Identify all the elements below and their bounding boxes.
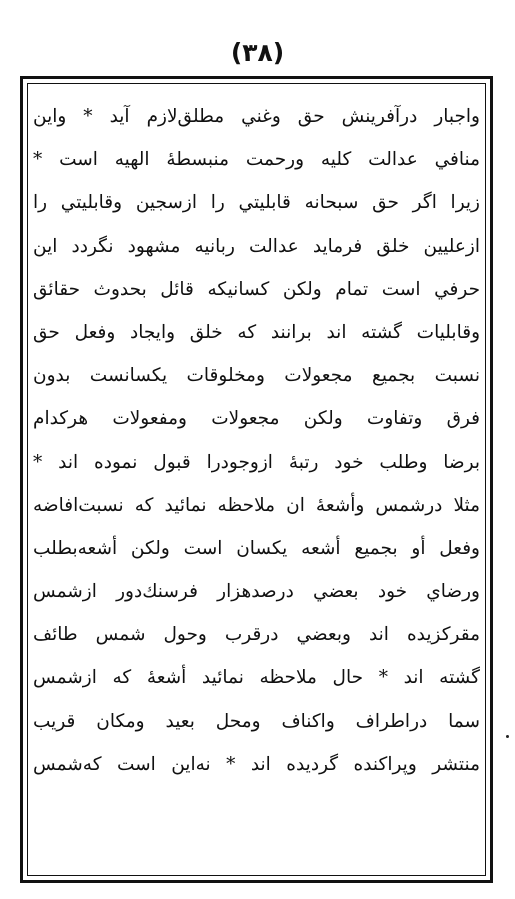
text-line-4: ازعليين خلق فرمايد عدالت ربانيه مشهود نگردد اين [33, 235, 480, 257]
margin-dot [506, 735, 509, 738]
text-line-5: حرفي است تمام ولكن كسانيكه قائل بحدوث حقائق [33, 278, 480, 300]
text-line-16: منتشر وپراكنده گرديده اند * نه‌اين است كه‌شمس [33, 753, 480, 775]
text-line-1: واجبار درآفرينش حق وغني مطلق‌لازم آيد * واين [33, 106, 480, 127]
text-line-10: مثلا درشمس وأشعهٔ ان ملاحظه نمائيد كه نسبت‌افاضه [33, 494, 480, 516]
text-line-3: زيرا اگر حق سبحانه قابليتي را ازسجين وقابليتي را [33, 192, 480, 214]
text-line-2: منافي عدالت كليه ورحمت منبسطهٔ الهيه است * [33, 149, 480, 171]
text-line-8: فرق وتفاوت ولكن مجعولات ومفعولات هركدام [33, 408, 480, 430]
text-line-14: گشته اند * حال ملاحظه نمائيد أشعهٔ كه ازشمس [33, 667, 480, 689]
page-number: (۳۸) [230, 38, 285, 67]
text-line-11: وفعل أو بجميع أشعه يكسان است ولكن أشعه‌بطلب [33, 537, 480, 559]
text-line-12: ورضاي خود بعضي درصدهزار فرسنك‌دور ازشمس [33, 581, 480, 603]
text-line-7: نسبت بجميع مجعولات ومخلوقات يكسانست بدون [33, 365, 480, 387]
text-line-9: برضا وطلب خود رتبهٔ ازوجودرا قبول نموده اند * [33, 451, 480, 473]
text-line-6: وقابليات گشته اند برانند كه خلق وايجاد وفعل حق [33, 321, 480, 343]
text-line-13: مقركزيده اند وبعضي درقرب وحول شمس طائف [33, 624, 480, 646]
body-text [33, 95, 480, 875]
text-line-15: سما دراطراف واكناف ومحل بعيد ومكان قريب [33, 710, 480, 732]
